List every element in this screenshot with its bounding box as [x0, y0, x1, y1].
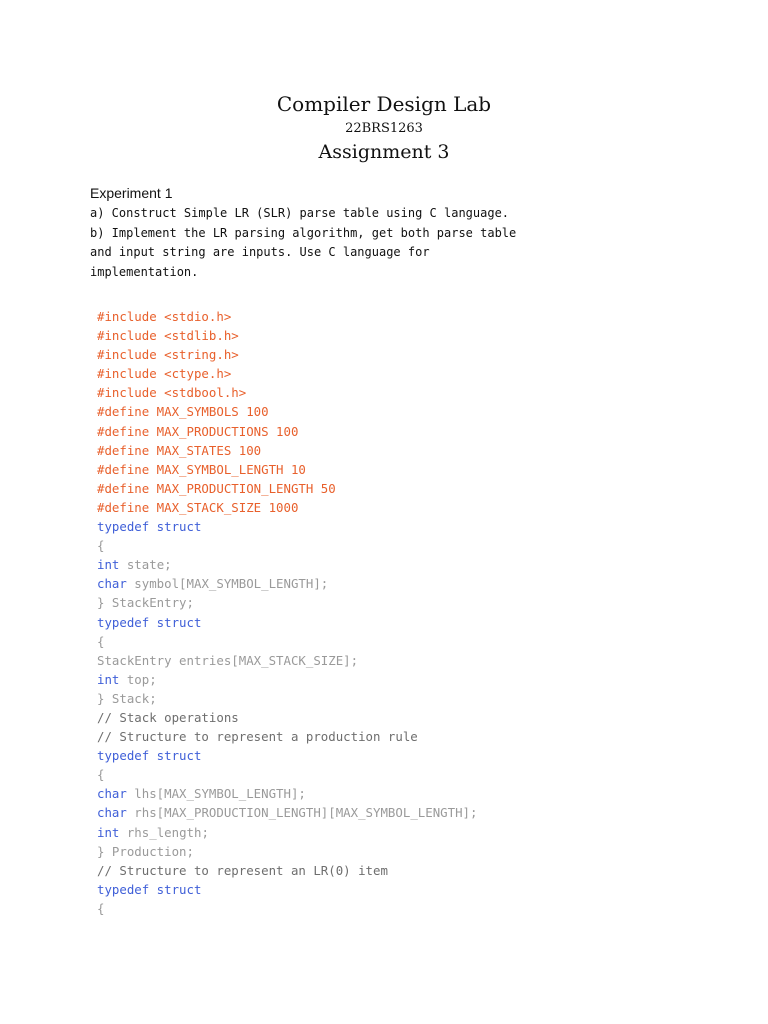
experiment-heading: Experiment 1 [90, 185, 173, 201]
code-line [97, 632, 717, 651]
code-token-preproc: #define MAX_SYMBOLS 100 [97, 404, 269, 420]
code-token-preproc: #define MAX_PRODUCTION_LENGTH 50 [97, 480, 336, 496]
code-token-plain: symbol[MAX_SYMBOL_LENGTH]; [126, 576, 329, 592]
code-token-comment: // Structure to represent an LR(0) item [97, 862, 388, 878]
code-line [97, 613, 717, 632]
code-line [97, 899, 717, 918]
code-line [97, 536, 717, 555]
code-line [97, 765, 717, 784]
code-line [97, 326, 717, 345]
code-token-preproc: #include <ctype.h> [97, 366, 232, 382]
code-token-plain: rhs_length; [119, 824, 209, 840]
code-line [97, 593, 717, 612]
code-line [97, 746, 717, 765]
code-token-keyword: int [97, 824, 120, 840]
code-token-plain: } StackEntry; [97, 595, 194, 611]
code-line [97, 784, 717, 803]
code-line [97, 842, 717, 861]
code-token-preproc: #define MAX_SYMBOL_LENGTH 10 [97, 461, 306, 477]
code-token-preproc: #include <string.h> [97, 347, 239, 363]
document-title: Compiler Design Lab [276, 92, 492, 116]
code-token-preproc: #define MAX_STATES 100 [97, 442, 262, 458]
code-token-keyword: char [97, 805, 127, 821]
code-line [97, 498, 717, 517]
code-token-plain: rhs[MAX_PRODUCTION_LENGTH][MAX_SYMBOL_LENGTH]; [126, 805, 478, 821]
code-line [97, 345, 717, 364]
code-token-plain: { [97, 900, 105, 916]
description-line: and input string are inputs. Use C language for [90, 245, 430, 260]
code-token-comment: // Stack operations [97, 709, 239, 725]
code-token-plain: state; [119, 557, 172, 573]
code-line [97, 517, 717, 536]
code-token-keyword: typedef struct [97, 614, 202, 630]
code-block [97, 307, 717, 918]
code-line [97, 555, 717, 574]
code-line [97, 708, 717, 727]
code-line [97, 422, 717, 441]
code-token-preproc: #include <stdbool.h> [97, 385, 247, 401]
code-token-plain: top; [119, 671, 157, 687]
code-token-preproc: #include <stdlib.h> [97, 328, 239, 344]
code-token-plain: { [97, 633, 105, 649]
code-line [97, 823, 717, 842]
code-line [97, 689, 717, 708]
code-token-plain: { [97, 767, 105, 783]
code-token-keyword: int [97, 557, 120, 573]
code-line [97, 460, 717, 479]
code-line [97, 727, 717, 746]
code-token-preproc: #include <stdio.h> [97, 309, 232, 324]
code-line [97, 402, 717, 421]
code-token-keyword: typedef struct [97, 519, 202, 535]
code-token-preproc: #define MAX_PRODUCTIONS 100 [97, 423, 299, 439]
code-token-plain: StackEntry entries[MAX_STACK_SIZE]; [97, 652, 359, 668]
code-token-plain: } Stack; [97, 690, 157, 706]
code-token-comment: // Structure to represent a production rule [97, 729, 418, 745]
code-line [97, 651, 717, 670]
code-token-preproc: #define MAX_STACK_SIZE 1000 [97, 499, 299, 515]
code-line [97, 383, 717, 402]
assignment-title: Assignment 3 [318, 141, 450, 163]
code-line [97, 574, 717, 593]
code-token-keyword: char [97, 576, 127, 592]
code-token-keyword: int [97, 671, 120, 687]
description-line: implementation. [90, 264, 199, 279]
code-line [97, 307, 717, 326]
code-token-keyword: typedef struct [97, 881, 202, 897]
code-token-plain: { [97, 538, 105, 554]
description-line: b) Implement the LR parsing algorithm, get both parse table [90, 225, 517, 240]
code-token-plain: } Production; [97, 843, 194, 859]
student-id: 22BRS1263 [345, 121, 423, 136]
code-line [97, 670, 717, 689]
code-line [97, 479, 717, 498]
code-line [97, 364, 717, 383]
code-token-keyword: typedef struct [97, 748, 202, 764]
code-line [97, 861, 717, 880]
code-line [97, 803, 717, 822]
experiment-description [90, 204, 690, 282]
code-line [97, 880, 717, 899]
code-token-keyword: char [97, 786, 127, 802]
code-token-plain: lhs[MAX_SYMBOL_LENGTH]; [126, 786, 306, 802]
description-line: a) Construct Simple LR (SLR) parse table using C language. [90, 206, 510, 220]
code-line [97, 441, 717, 460]
